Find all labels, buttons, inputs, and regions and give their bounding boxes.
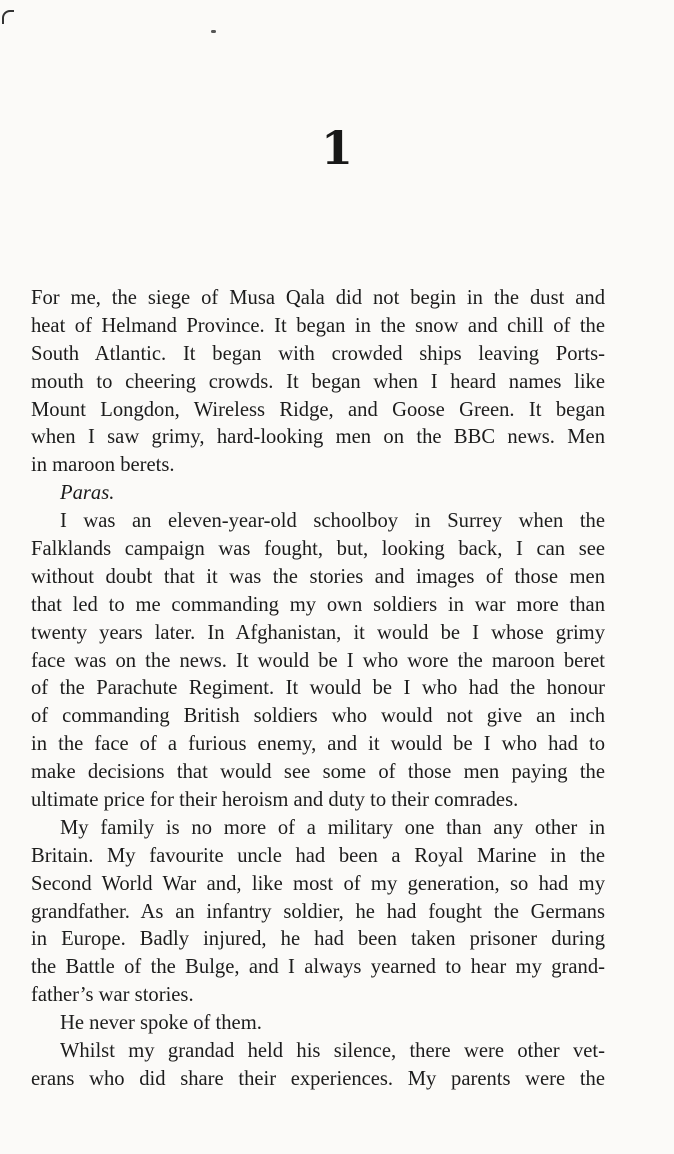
text-line: in maroon berets. <box>31 454 175 477</box>
text-line: in Europe. Badly injured, he had been taken prisoner during <box>31 928 605 951</box>
text-line: I was an eleven-year-old schoolboy in Surrey when the <box>60 510 605 533</box>
text-line: ultimate price for their heroism and duty to their comrades. <box>31 789 519 812</box>
text-line: Whilst my grandad held his silence, there were other vet- <box>60 1040 605 1063</box>
text-line: Mount Longdon, Wireless Ridge, and Goose Green. It began <box>31 398 605 421</box>
text-line: mouth to cheering crowds. It began when I heard names like <box>31 370 605 393</box>
text-line: of the Parachute Regiment. It would be I who had the honour <box>31 677 605 700</box>
text-line: My family is no more of a military one than any other in <box>60 816 605 839</box>
chapter-number: 1 <box>320 121 353 175</box>
page-speck <box>211 30 216 33</box>
text-line: of commanding British soldiers who would not give an inch <box>31 705 605 728</box>
text-line: heat of Helmand Province. It began in the snow and chill of the <box>31 314 605 337</box>
text-line: the Battle of the Bulge, and I always yearned to hear my grand- <box>31 956 605 979</box>
text-line: when I saw grimy, hard-looking men on the BBC news. Men <box>31 426 605 449</box>
text-line: South Atlantic. It began with crowded ships leaving Ports- <box>31 342 605 365</box>
text-line: make decisions that would see some of those men paying the <box>31 761 605 784</box>
text-line: For me, the siege of Musa Qala did not begin in the dust and <box>31 287 605 309</box>
text-line: in the face of a furious enemy, and it would be I who had to <box>31 733 605 756</box>
chapter-body <box>31 285 605 1094</box>
text-line: grandfather. As an infantry soldier, he had fought the Germans <box>31 900 605 923</box>
text-line: erans who did share their experiences. My parents were the <box>31 1067 605 1090</box>
text-line: Falklands campaign was fought, but, looking back, I can see <box>31 538 605 561</box>
text-line: father’s war stories. <box>31 984 194 1007</box>
text-line: Britain. My favourite uncle had been a Royal Marine in the <box>31 844 605 867</box>
page-corner-mark <box>2 10 14 24</box>
text-line: without doubt that it was the stories and images of those men <box>31 565 605 588</box>
text-line: He never spoke of them. <box>60 1012 262 1035</box>
text-line: face was on the news. It would be I who wore the maroon beret <box>31 649 605 672</box>
text-line: that led to me commanding my own soldiers in war more than <box>31 593 605 616</box>
text-line: twenty years later. In Afghanistan, it would be I whose grimy <box>31 621 605 644</box>
text-line: Second World War and, like most of my generation, so had my <box>31 872 605 895</box>
text-line: Paras. <box>60 482 115 505</box>
